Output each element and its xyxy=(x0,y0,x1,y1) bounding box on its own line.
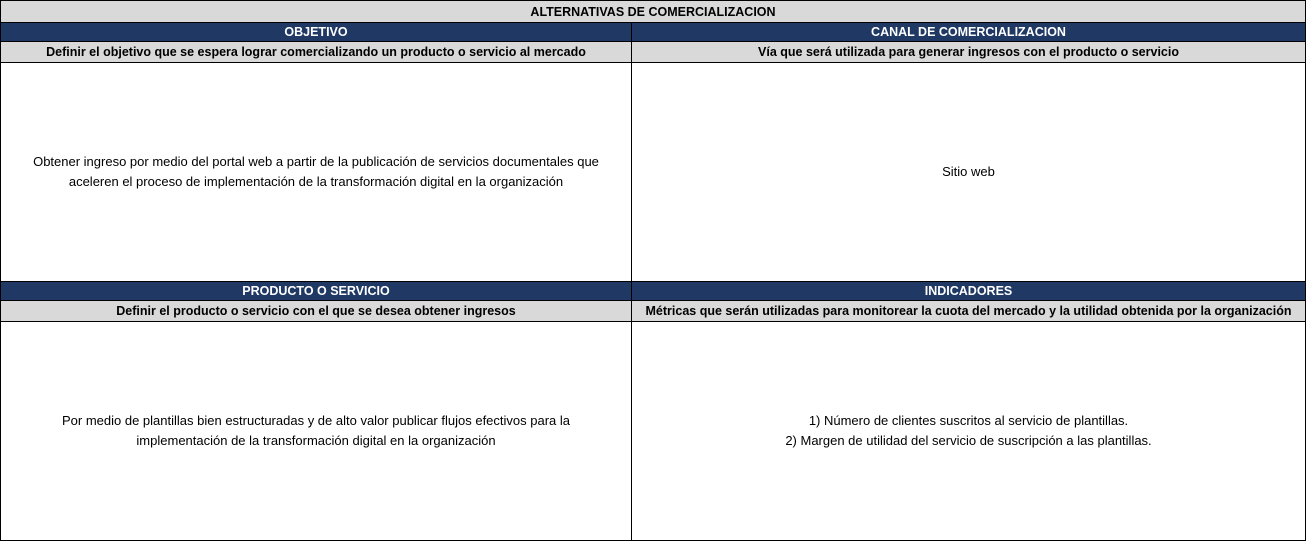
canal-content-cell[interactable] xyxy=(632,63,1305,282)
indicadores-content-line: 1) Número de clientes suscritos al servicio de plantillas. xyxy=(808,413,1129,428)
producto-content-line: implementación de la transformación digital en la organización xyxy=(136,433,496,448)
producto-subheader[interactable]: Definir el producto o servicio con el que se desea obtener ingresos xyxy=(1,301,632,322)
header-row-bottom xyxy=(1,282,1305,301)
indicadores-content-cell[interactable] xyxy=(632,322,1305,540)
body-row-top xyxy=(1,63,1305,282)
indicadores-header[interactable]: INDICADORES xyxy=(632,282,1305,301)
canal-subheader[interactable]: Vía que será utilizada para generar ingresos con el producto o servicio xyxy=(632,42,1305,63)
sheet-title[interactable]: ALTERNATIVAS DE COMERCIALIZACION xyxy=(1,1,1305,23)
producto-content-cell[interactable] xyxy=(1,322,632,540)
title-row xyxy=(1,1,1305,23)
producto-header[interactable]: PRODUCTO O SERVICIO xyxy=(1,282,632,301)
subheader-row-top xyxy=(1,42,1305,63)
body-row-bottom xyxy=(1,322,1305,540)
subheader-row-bottom xyxy=(1,301,1305,322)
indicadores-subheader[interactable]: Métricas que serán utilizadas para monitorear la cuota del mercado y la utilidad obtenida por la organización xyxy=(632,301,1305,322)
indicadores-content-line: 2) Margen de utilidad del servicio de suscripción a las plantillas. xyxy=(785,433,1152,448)
objetivo-content-line: aceleren el proceso de implementación de la transformación digital en la organización xyxy=(68,174,564,189)
objetivo-content-cell[interactable] xyxy=(1,63,632,282)
canal-header[interactable]: CANAL DE COMERCIALIZACION xyxy=(632,23,1305,42)
objetivo-header[interactable]: OBJETIVO xyxy=(1,23,632,42)
header-row-top xyxy=(1,23,1305,42)
objetivo-content-line: Obtener ingreso por medio del portal web a partir de la publicación de servicios documentales que xyxy=(33,154,599,169)
objetivo-subheader[interactable]: Definir el objetivo que se espera lograr comercializando un producto o servicio al mercado xyxy=(1,42,632,63)
canal-content-line: Sitio web xyxy=(942,164,995,179)
producto-content-line: Por medio de plantillas bien estructuradas y de alto valor publicar flujos efectivos para la xyxy=(62,413,570,428)
